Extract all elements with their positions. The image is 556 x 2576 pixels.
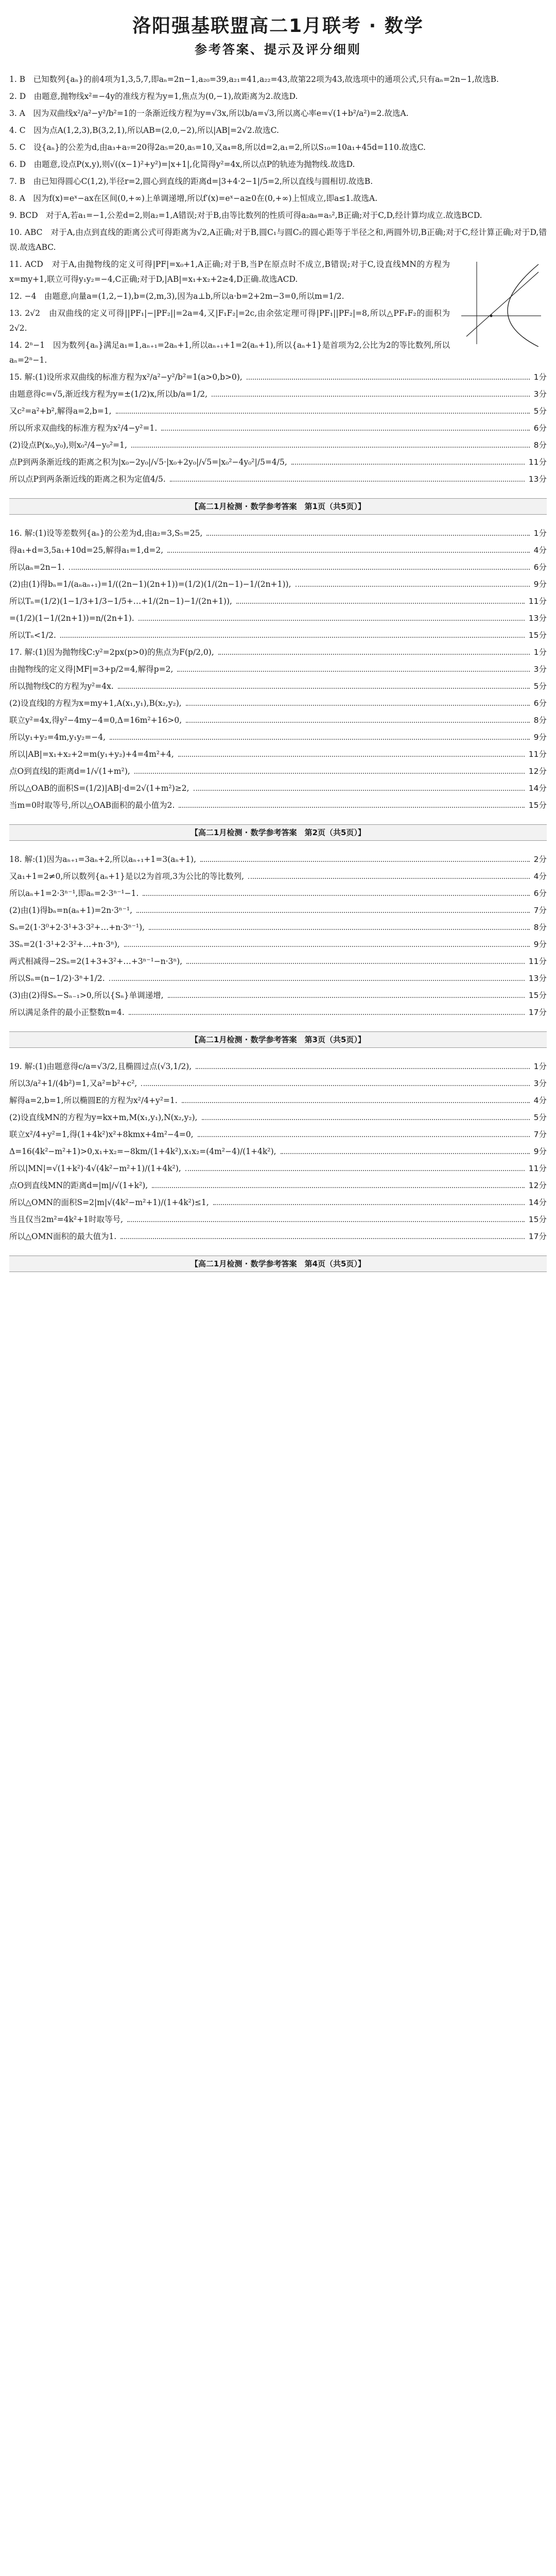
leader-dots (109, 973, 525, 981)
solution-step (9, 1161, 547, 1176)
solution-step-text: 点P到两条渐近线的距离之积为|x₀−2y₀|/√5·|x₀+2y₀|/√5=|x₀²−4y₀²|/5=4/5, (9, 457, 287, 467)
solution-step-text: 17. 解:(1)因为抛物线C:y²=2px(p>0)的焦点为F(p/2,0), (9, 648, 214, 657)
solution-step (9, 455, 547, 470)
solution-step-text: (3)由(2)得Sₙ−Sₙ₋₁>0,所以{Sₙ}单调递增, (9, 991, 164, 1000)
solution-step (9, 387, 547, 402)
solution-step (9, 662, 547, 677)
score-points: 11分 (528, 457, 547, 467)
solution-step-text: (2)由(1)得bₙ=n(aₙ+1)=2n·3ⁿ⁻¹, (9, 906, 133, 915)
score-points: 9分 (533, 1147, 547, 1156)
score-points: 9分 (533, 733, 547, 742)
solution-step (9, 645, 547, 660)
solution-step-text: 所以Sₙ=(n−1/2)·3ⁿ+1/2. (9, 974, 105, 983)
solution-step-text: 解得a=2,b=1,所以椭圆E的方程为x²/4+y²=1. (9, 1096, 178, 1105)
solution-step-text: 所以满足条件的最小正整数n=4. (9, 1008, 125, 1017)
solution-step (9, 1076, 547, 1091)
score-points: 13分 (528, 974, 547, 983)
solution-step (9, 954, 547, 969)
leader-dots (131, 439, 530, 448)
solution-step-text: 由抛物线的定义得|MF|=3+p/2=4,解得p=2, (9, 665, 173, 674)
solution-step-text: 所以aₙ=2n−1. (9, 563, 65, 572)
score-points: 17分 (528, 1232, 547, 1241)
solution-step-text: 所以|MN|=√(1+k²)·4√(4k²−m²+1)/(1+4k²), (9, 1164, 181, 1173)
solution-step-text: 所以△OMN的面积S=2|m|√(4k²−m²+1)/(1+4k²)≤1, (9, 1198, 209, 1207)
page-footer: 【高二1月检测 · 数学参考答案 第2页（共5页）】 (9, 824, 547, 841)
answer-paragraph: 10. ABC 对于A,由点到直线的距离公式可得距离为√2,A正确;对于B,圆C₁与圆C₂的圆心距等于半径之和,两圆外切,B正确;对于C,经计算正确;对于D,错误.故选ABC. (9, 228, 547, 252)
solution-step-text: 当且仅当2m²=4k²+1时取等号, (9, 1215, 124, 1224)
leader-dots (118, 681, 530, 689)
leader-dots (194, 783, 525, 791)
solution-step-text: (2)设直线MN的方程为y=kx+m,M(x₁,y₁),N(x₂,y₂), (9, 1113, 198, 1122)
solution-step (9, 937, 547, 952)
solution-step-text: 当m=0时取等号,所以△OAB面积的最小值为2. (9, 801, 175, 810)
leader-dots (120, 1231, 524, 1239)
answer-paragraph: 14. 2ⁿ−1 因为数列{aₙ}满足a₁=1,aₙ₊₁=2aₙ+1,所以aₙ₊₁+1=2(aₙ+1),所以{aₙ+1}是首项为2,公比为2的等比数列,所以aₙ=2ⁿ−1. (9, 341, 450, 365)
answer-paragraph: 5. C 设{aₙ}的公差为d,由a₃+a₇=20得2a₅=20,a₅=10,又a₄=8,所以d=2,a₁=2,所以S₁₀=10a₁+45d=110.故选C. (9, 143, 426, 152)
solution-step (9, 781, 547, 796)
solution-step (9, 764, 547, 779)
leader-dots (178, 749, 525, 757)
solution-step (9, 920, 547, 935)
solution-step (9, 971, 547, 986)
score-points: 1分 (533, 372, 547, 382)
answer-paragraph: 8. A 因为f(x)=eˣ−ax在区间(0,+∞)上单调递增,所以f′(x)=eˣ−a≥0在(0,+∞)上恒成立,即a≤1.故选A. (9, 194, 378, 203)
score-points: 11分 (528, 1164, 547, 1173)
solution-step (9, 611, 547, 626)
score-points: 6分 (533, 423, 547, 433)
solution-step (9, 1144, 547, 1159)
leader-dots (291, 456, 525, 465)
leader-dots (202, 1112, 530, 1120)
solution-step (9, 747, 547, 762)
leader-dots (129, 1007, 525, 1015)
solution-step (9, 1127, 547, 1142)
solution-step-text: 所以△OMN面积的最大值为1. (9, 1232, 117, 1241)
leader-dots (170, 473, 525, 482)
leader-dots (212, 388, 530, 397)
leader-dots (185, 1163, 525, 1171)
solution-step-text: 3Sₙ=2(1·3¹+2·3²+…+n·3ⁿ), (9, 940, 120, 949)
leader-dots (206, 528, 529, 536)
solution-step (9, 421, 547, 436)
solution-step (9, 1195, 547, 1210)
leader-dots (200, 854, 530, 862)
leader-dots (168, 990, 525, 998)
answer-paragraph: 13. 2√2 由双曲线的定义可得||PF₁|−|PF₂||=2a=4,又|F₁F₂|=2c,由余弦定理可得|PF₁||PF₂|=8,所以△PF₁F₂的面积为2√2. (9, 309, 450, 333)
answer-paragraph: 7. B 由已知得圆心C(1,2),半径r=2,圆心到直线的距离d=|3+4·2−1|/5=2,所以直线与圆相切.故选B. (9, 177, 373, 186)
leader-dots (296, 579, 530, 587)
answer-body (9, 72, 547, 1283)
leader-dots (110, 732, 530, 740)
solution-step (9, 1005, 547, 1020)
leader-dots (127, 1214, 525, 1222)
solution-step-text: (2)设点P(x₀,y₀),则x₀²/4−y₀²=1, (9, 440, 127, 450)
parabola-figure (456, 259, 544, 347)
solution-step (9, 886, 547, 901)
solution-step-text: 两式相减得−2Sₙ=2(1+3+3²+…+3ⁿ⁻¹−n·3ⁿ), (9, 957, 183, 966)
chord-line (466, 272, 538, 336)
score-points: 15分 (528, 1215, 547, 1224)
answer-paragraph: 4. C 因为点A(1,2,3),B(3,2,1),所以AB=(2,0,−2),所以|AB|=2√2.故选C. (9, 126, 279, 135)
solution-step-text: 所以3/a²+1/(4b²)=1,又a²=b²+c², (9, 1079, 137, 1088)
score-points: 4分 (533, 1096, 547, 1105)
solution-step (9, 1229, 547, 1244)
leader-dots (236, 596, 525, 604)
score-points: 1分 (533, 529, 547, 538)
solution-step (9, 798, 547, 813)
score-points: 3分 (533, 389, 547, 399)
leader-dots (198, 1129, 530, 1137)
score-points: 15分 (528, 801, 547, 810)
solution-step-text: 所以Tₙ=(1/2)(1−1/3+1/3−1/5+…+1/(2n−1)−1/(2n+1)), (9, 597, 232, 606)
solution-step (9, 1212, 547, 1227)
score-points: 13分 (528, 614, 547, 623)
leader-dots (177, 664, 529, 672)
solution-step-text: 得a₁+d=3,5a₁+10d=25,解得a₁=1,d=2, (9, 546, 164, 555)
page-footer: 【高二1月检测 · 数学参考答案 第4页（共5页）】 (9, 1256, 547, 1272)
score-points: 14分 (528, 784, 547, 793)
score-points: 1分 (533, 1062, 547, 1071)
solution-step-text: 所以抛物线C的方程为y²=4x. (9, 682, 114, 691)
score-points: 8分 (533, 716, 547, 725)
score-points: 15分 (528, 991, 547, 1000)
leader-dots (69, 562, 530, 570)
solution-step-text: 联立x²/4+y²=1,得(1+4k²)x²+8kmx+4m²−4=0, (9, 1130, 194, 1139)
leader-dots (116, 405, 530, 414)
page-footer: 【高二1月检测 · 数学参考答案 第3页（共5页）】 (9, 1031, 547, 1048)
answer-paragraph: 2. D 由题意,抛物线x²=−4y的准线方程为y=1,焦点为(0,−1),故距离为2.故选D. (9, 92, 298, 101)
solution-step-text: Sₙ=2(1·3⁰+2·3¹+3·3²+…+n·3ⁿ⁻¹), (9, 923, 145, 932)
page-footer: 【高二1月检测 · 数学参考答案 第1页（共5页）】 (9, 498, 547, 515)
score-points: 3分 (533, 665, 547, 674)
score-points: 4分 (533, 872, 547, 881)
answer-paragraph: 9. BCD 对于A,若a₁=−1,公差d=2,则a₂=1,A错误;对于B,由等比数列的性质可得a₂a₈=a₅²,B正确;对于C,D,经计算均成立.故选BCD. (9, 211, 482, 220)
solution-step (9, 730, 547, 745)
leader-dots (138, 613, 525, 621)
solution-step-text: 所以aₙ+1=2·3ⁿ⁻¹,即aₙ=2·3ⁿ⁻¹−1. (9, 889, 139, 898)
score-points: 6分 (533, 563, 547, 572)
score-points: 7分 (533, 1130, 547, 1139)
leader-dots (196, 1061, 529, 1069)
answer-paragraph: 6. D 由题意,设点P(x,y),则√((x−1)²+y²)=|x+1|,化简得y²=4x,所以点P的轨迹为抛物线.故选D. (9, 160, 355, 169)
leader-dots (179, 800, 524, 808)
score-points: 8分 (533, 440, 547, 450)
score-points: 11分 (528, 957, 547, 966)
solution-step-text: 由题意得c=√5,渐近线方程为y=±(1/2)x,所以b/a=1/2, (9, 389, 208, 399)
score-points: 15分 (528, 631, 547, 640)
solution-step (9, 472, 547, 487)
solution-step-text: 联立y²=4x,得y²−4my−4=0,Δ=16m²+16>0, (9, 716, 182, 725)
solution-step (9, 594, 547, 609)
solution-step (9, 713, 547, 728)
leader-dots (186, 956, 525, 964)
solution-step (9, 628, 547, 643)
score-points: 5分 (533, 406, 547, 416)
solution-step-text: 所以所求双曲线的标准方程为x²/4−y²=1. (9, 423, 158, 433)
leader-dots (143, 888, 529, 896)
page-subtitle: 参考答案、提示及评分细则 (195, 42, 361, 57)
focus-point (490, 315, 493, 317)
solution-step-text: 所以点P到两条渐近线的距离之积为定值4/5. (9, 474, 166, 484)
solution-step-text: 所以y₁+y₂=4m,y₁y₂=−4, (9, 733, 106, 742)
solution-step (9, 577, 547, 592)
leader-dots (152, 1180, 524, 1188)
score-points: 6分 (533, 699, 547, 708)
solution-step (9, 869, 547, 884)
solution-step (9, 1093, 547, 1108)
solution-step (9, 852, 547, 867)
solution-step (9, 1178, 547, 1193)
score-points: 11分 (528, 750, 547, 759)
score-points: 13分 (528, 474, 547, 484)
solution-step-text: 16. 解:(1)设等差数列{aₙ}的公差为d,由a₂=3,S₅=25, (9, 529, 203, 538)
solution-step (9, 1059, 547, 1074)
solution-step-text: 15. 解:(1)设所求双曲线的标准方程为x²/a²−y²/b²=1(a>0,b>0), (9, 372, 242, 382)
solution-step-text: 所以△OAB的面积S=(1/2)|AB|·d=2√(1+m²)≥2, (9, 784, 189, 793)
solution-step-text: 点O到直线MN的距离d=|m|/√(1+k²), (9, 1181, 148, 1190)
solution-step-text: (2)由(1)得bₙ=1/(aₙaₙ₊₁)=1/((2n−1)(2n+1))=(1/2)(1/(2n−1)−1/(2n+1)), (9, 580, 291, 589)
score-points: 12分 (528, 1181, 547, 1190)
solution-step-text: 18. 解:(1)因为aₙ₊₁=3aₙ+2,所以aₙ₊₁+1=3(aₙ+1), (9, 855, 197, 864)
answer-paragraph: 11. ACD 对于A,由抛物线的定义可得|PF|=x₀+1,A正确;对于B,当P在原点时不成立,B错误;对于C,设直线MN的方程为x=my+1,联立可得y₁y₂=−4,C正确;对于D,|AB|=x₁+x₂+2≥4,D正确.故选ACD. (9, 260, 450, 284)
leader-dots (161, 422, 529, 431)
answer-paragraph: 3. A 因为双曲线x²/a²−y²/b²=1的一条渐近线方程为y=√3x,所以b/a=√3,所以离心率e=√(1+b²/a²)=2.故选A. (9, 109, 409, 118)
leader-dots (186, 698, 530, 706)
leader-dots (248, 871, 530, 879)
score-points: 5分 (533, 1113, 547, 1122)
leader-dots (218, 647, 530, 655)
answer-paragraph: 1. B 已知数列{aₙ}的前4项为1,3,5,7,即aₙ=2n−1,a₂₀=39,a₂₁=41,a₂₂=43,故第22项为43,故选项中的通项公式,只有aₙ=2n−1,故选B. (9, 75, 499, 84)
parabola-curve (508, 264, 538, 347)
solution-step (9, 404, 547, 419)
leader-dots (134, 766, 525, 774)
score-points: 9分 (533, 580, 547, 589)
leader-dots (186, 715, 529, 723)
score-points: 14分 (528, 1198, 547, 1207)
score-points: 12分 (528, 767, 547, 776)
leader-dots (141, 1078, 529, 1086)
score-points: 4分 (533, 546, 547, 555)
solution-step-text: 所以|AB|=x₁+x₂+2=m(y₁+y₂)+4=4m²+4, (9, 750, 174, 759)
score-points: 6分 (533, 889, 547, 898)
solution-step-text: 又c²=a²+b²,解得a=2,b=1, (9, 406, 112, 416)
solution-step-text: 所以Tₙ<1/2. (9, 631, 56, 640)
solution-step-text: (2)设直线l的方程为x=my+1,A(x₁,y₁),B(x₂,y₂), (9, 699, 182, 708)
score-points: 7分 (533, 906, 547, 915)
leader-dots (149, 922, 530, 930)
solution-step-text: 又a₁+1=2≠0,所以数列{aₙ+1}是以2为首项,3为公比的等比数列, (9, 872, 245, 881)
leader-dots (247, 371, 530, 380)
score-points: 11分 (528, 597, 547, 606)
leader-dots (213, 1197, 525, 1205)
solution-step-text: Δ=16(4k²−m²+1)>0,x₁+x₂=−8km/(1+4k²),x₁x₂=(4m²−4)/(1+4k²), (9, 1147, 276, 1156)
solution-step-text: 19. 解:(1)由题意得c/a=√3/2,且椭圆过点(√3,1/2), (9, 1062, 192, 1071)
solution-step-text: 点O到直线l的距离d=1/√(1+m²), (9, 767, 130, 776)
leader-dots (281, 1146, 530, 1154)
score-points: 8分 (533, 923, 547, 932)
score-points: 3分 (533, 1079, 547, 1088)
leader-dots (124, 939, 530, 947)
leader-dots (167, 545, 529, 553)
score-points: 5分 (533, 682, 547, 691)
score-points: 1分 (533, 648, 547, 657)
solution-step (9, 696, 547, 711)
page-title: 洛阳强基联盟高二1月联考 · 数学 (132, 15, 424, 37)
leader-dots (60, 630, 525, 638)
leader-dots (136, 905, 530, 913)
solution-step (9, 1110, 547, 1125)
solution-step (9, 438, 547, 453)
score-points: 17分 (528, 1008, 547, 1017)
solution-step (9, 560, 547, 575)
solution-step (9, 526, 547, 541)
solution-step (9, 679, 547, 694)
solution-step (9, 903, 547, 918)
solution-step (9, 543, 547, 558)
solution-step (9, 988, 547, 1003)
answer-paragraph: 12. −4 由题意,向量a=(1,2,−1),b=(2,m,3),因为a⊥b,所以a·b=2+2m−3=0,所以m=1/2. (9, 292, 344, 301)
score-points: 9分 (533, 940, 547, 949)
solution-step (9, 370, 547, 385)
leader-dots (182, 1095, 530, 1103)
score-points: 2分 (533, 855, 547, 864)
solution-step-text: =(1/2)(1−1/(2n+1))=n/(2n+1). (9, 614, 134, 623)
